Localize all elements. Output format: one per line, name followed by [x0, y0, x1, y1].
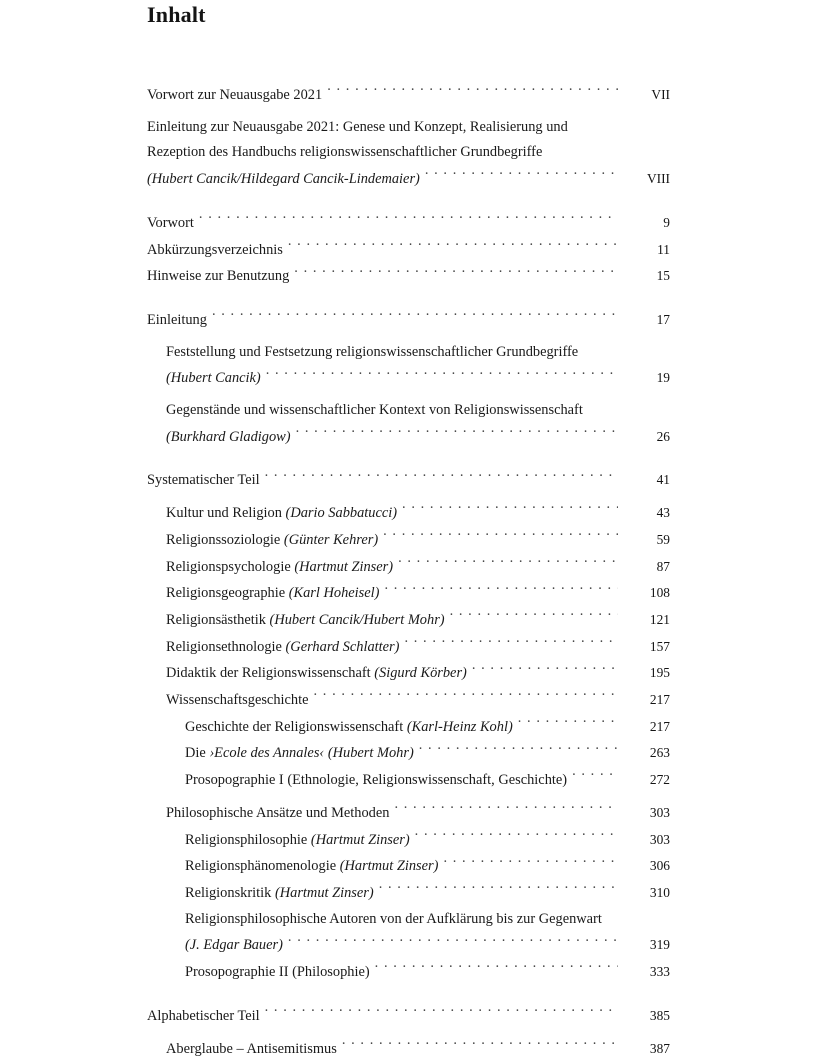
toc-entry-author: (Hartmut Zinser) [311, 832, 410, 848]
toc-entry-label: Religionssoziologie (Günter Kehrer) [166, 528, 383, 554]
toc-entry-label: Systematischer Teil [147, 468, 265, 494]
toc-entry-line [166, 800, 670, 827]
toc-entry-gegenstaende-und-kontext[interactable] [166, 398, 670, 450]
toc-entry-page-number: 15 [618, 263, 670, 289]
toc-entry-page-number: 19 [618, 365, 670, 391]
toc-entry-line [147, 237, 670, 264]
toc-entry-page-number: 263 [618, 740, 670, 766]
toc-entry-einleitung-neuausgabe-2021[interactable] [147, 115, 670, 193]
toc-entry-label [166, 366, 266, 392]
toc-entry-line [185, 767, 670, 794]
toc-entry-label: Geschichte der Religionswissenschaft (Karl-Heinz Kohl) [185, 715, 518, 741]
toc-entry-line [185, 880, 670, 907]
toc-entry-page-number: 272 [618, 767, 670, 793]
dot-leader [518, 717, 618, 731]
toc-entry-religionskritik[interactable] [185, 880, 670, 907]
toc-entry-label: Hinweise zur Benutzung [147, 264, 294, 290]
dot-leader [443, 856, 618, 870]
toc-entry-religionsethnologie[interactable] [166, 634, 670, 661]
toc-entry-label: Vorwort zur Neuausgabe 2021 [147, 83, 327, 109]
toc-entry-line [185, 959, 670, 986]
toc-entry-label [185, 933, 288, 959]
toc-entry-label: Alphabetischer Teil [147, 1004, 265, 1030]
toc-entry-line [147, 82, 670, 109]
toc-entry-religionsphilosophie[interactable] [185, 827, 670, 854]
toc-entry-line [185, 827, 670, 854]
dot-leader [296, 427, 618, 441]
toc-entry-systematischer-teil[interactable] [147, 467, 670, 494]
toc-entry-author: (Hubert Cancik/Hildegard Cancik-Lindemaier) [147, 171, 420, 187]
toc-entry-line [185, 932, 670, 959]
toc-entry-religionsphaenomenologie[interactable] [185, 853, 670, 880]
toc-entry-page-number: 387 [618, 1036, 670, 1062]
toc-entry-abkuerzungsverzeichnis[interactable] [147, 237, 670, 264]
toc-entry-author: (Hartmut Zinser) [340, 858, 439, 874]
dot-leader [265, 470, 618, 484]
dot-leader [602, 909, 618, 923]
toc-entry-ecole-des-annales[interactable] [185, 740, 670, 767]
dot-leader [472, 663, 618, 677]
dot-leader [415, 830, 618, 844]
toc-entry-line [166, 1036, 670, 1062]
toc-spacer [147, 986, 670, 1003]
toc-entry-page-number: 195 [618, 660, 670, 686]
toc-entry-label: Religionsphilosophische Autoren von der Aufklärung bis zur Gegenwart [185, 907, 602, 933]
toc-entry-vorwort-neuausgabe-2021[interactable] [147, 82, 670, 109]
toc-entry-author: (Hubert Cancik/Hubert Mohr) [270, 612, 445, 628]
dot-leader [583, 400, 618, 414]
toc-entry-label [147, 167, 425, 193]
toc-entry-author: (Gerhard Schlatter) [286, 639, 400, 655]
toc-entry-didaktik-der-religionswissenschaft[interactable] [166, 660, 670, 687]
toc-entry-label: Religionsphänomenologie (Hartmut Zinser) [185, 854, 443, 880]
toc-entry-line [185, 714, 670, 741]
title-spacer [147, 30, 670, 56]
toc-entry-line [166, 527, 670, 554]
toc-entry-line [185, 853, 670, 880]
dot-leader [568, 117, 618, 131]
toc-entry-label: Religionspsychologie (Hartmut Zinser) [166, 555, 398, 581]
toc-entry-label: Prosopographie II (Philosophie) [185, 960, 375, 986]
toc-entry-prosopographie-i[interactable] [185, 767, 670, 794]
toc-entry-page-number: 303 [618, 827, 670, 853]
dot-leader [398, 557, 618, 571]
toc-entry-page-number: 11 [618, 237, 670, 263]
toc-entry-line [166, 634, 670, 661]
toc-entry-label: Religionskritik (Hartmut Zinser) [185, 881, 379, 907]
toc-entry-aberglaube-antisemitismus[interactable] [166, 1036, 670, 1062]
dot-leader [450, 610, 618, 624]
toc-entry-label: Abkürzungsverzeichnis [147, 238, 288, 264]
dot-leader [572, 770, 618, 784]
toc-entry-line [166, 500, 670, 527]
toc-entry-religionsphilosophische-autoren[interactable] [185, 907, 670, 959]
toc-entry-line [185, 740, 670, 767]
toc-entry-label: Aberglaube – Antisemitismus [166, 1037, 342, 1062]
toc-entry-label: Religionsethnologie (Gerhard Schlatter) [166, 635, 404, 661]
toc-entry-page-number: 217 [618, 687, 670, 713]
toc-entry-line [166, 660, 670, 687]
toc-entry-religionsgeographie[interactable] [166, 580, 670, 607]
toc-entry-wrapped-line [147, 140, 670, 166]
toc-entry-einleitung[interactable] [147, 307, 670, 334]
dot-leader [288, 240, 618, 254]
toc-entry-hinweise-zur-benutzung[interactable] [147, 263, 670, 290]
toc-entry-religionssoziologie[interactable] [166, 527, 670, 554]
toc-entry-line [147, 263, 670, 290]
toc-entry-line [147, 467, 670, 494]
toc-entry-kultur-und-religion[interactable] [166, 500, 670, 527]
dot-leader [265, 1006, 618, 1020]
toc-entry-page-number: 17 [618, 307, 670, 333]
toc-entry-line [166, 424, 670, 451]
toc-entry-page-number: 157 [618, 634, 670, 660]
toc-entry-label: Feststellung und Festsetzung religionswissenschaftlicher Grundbegriffe [166, 340, 578, 366]
toc-entry-philosophische-ansaetze-und-methoden[interactable] [166, 800, 670, 827]
toc-entry-wrapped-line [185, 907, 670, 933]
toc-entry-label: Religionsphilosophie (Hartmut Zinser) [185, 828, 415, 854]
toc-entry-line [166, 365, 670, 392]
toc-entry-page-number: 121 [618, 607, 670, 633]
dot-leader [266, 368, 618, 382]
toc-entry-page-number: 385 [618, 1003, 670, 1029]
toc-entry-page-number: 26 [618, 424, 670, 450]
toc-entry-list [147, 56, 670, 1062]
toc-entry-line [166, 554, 670, 581]
dot-leader [212, 310, 618, 324]
dot-leader [313, 690, 618, 704]
toc-entry-page-number: VII [618, 82, 670, 108]
page-title: Inhalt [147, 0, 670, 30]
toc-entry-label: Philosophische Ansätze und Methoden [166, 801, 394, 827]
toc-entry-author: (Karl-Heinz Kohl) [407, 719, 513, 735]
toc-entry-label: Religionsästhetik (Hubert Cancik/Hubert Mohr) [166, 608, 450, 634]
toc-entry-vorwort[interactable] [147, 210, 670, 237]
toc-entry-page-number: 9 [618, 210, 670, 236]
toc-entry-page-number: 319 [618, 932, 670, 958]
toc-entry-author: (Dario Sabbatucci) [286, 505, 398, 521]
toc-entry-wrapped-line [166, 340, 670, 366]
toc-entry-line [166, 580, 670, 607]
toc-entry-geschichte-der-religionswissenschaft[interactable] [185, 714, 670, 741]
toc-entry-page-number: 59 [618, 527, 670, 553]
toc-entry-label: Kultur und Religion (Dario Sabbatucci) [166, 501, 402, 527]
toc-entry-author: (Hartmut Zinser) [275, 885, 374, 901]
toc-entry-label: Die ›Ecole des Annales‹ (Hubert Mohr) [185, 741, 419, 767]
dot-leader [327, 85, 618, 99]
toc-entry-label: Didaktik der Religionswissenschaft (Sigurd Körber) [166, 661, 472, 687]
toc-entry-page-number: VIII [618, 166, 670, 192]
toc-entry-title-italic: ›Ecole des Annales‹ [209, 745, 327, 761]
toc-entry-page-number: 87 [618, 554, 670, 580]
toc-entry-label: Einleitung [147, 308, 212, 334]
toc-entry-author: (Sigurd Körber) [374, 665, 467, 681]
toc-entry-page-number: 108 [618, 580, 670, 606]
toc-entry-author: (Hubert Mohr) [328, 745, 414, 761]
toc-entry-label: Gegenstände und wissenschaftlicher Kontext von Religionswissenschaft [166, 398, 583, 424]
toc-entry-wissenschaftsgeschichte[interactable] [166, 687, 670, 714]
toc-entry-line [166, 607, 670, 634]
dot-leader [419, 743, 618, 757]
toc-spacer [147, 56, 670, 82]
toc-entry-line [147, 1003, 670, 1030]
toc-spacer [147, 193, 670, 210]
toc-entry-page-number: 306 [618, 853, 670, 879]
toc-entry-label: Vorwort [147, 211, 199, 237]
toc-entry-author: (J. Edgar Bauer) [185, 937, 283, 953]
toc-entry-feststellung-und-festsetzung[interactable] [166, 340, 670, 392]
toc-entry-line [147, 307, 670, 334]
dot-leader [542, 142, 618, 156]
toc-entry-wrapped-line [147, 115, 670, 141]
toc-entry-author: (Günter Kehrer) [284, 532, 378, 548]
toc-entry-label: Prosopographie I (Ethnologie, Religionswissenschaft, Geschichte) [185, 768, 572, 794]
dot-leader [379, 883, 618, 897]
toc-spacer [147, 450, 670, 467]
toc-entry-author: (Burkhard Gladigow) [166, 429, 291, 445]
toc-entry-label: Einleitung zur Neuausgabe 2021: Genese und Konzept, Realisierung und [147, 115, 568, 141]
toc-entry-author: (Hartmut Zinser) [294, 559, 393, 575]
toc-entry-label [166, 425, 296, 451]
toc-entry-label: Wissenschaftsgeschichte [166, 688, 313, 714]
toc-entry-page-number: 303 [618, 800, 670, 826]
toc-entry-page-number: 333 [618, 959, 670, 985]
dot-leader [578, 342, 618, 356]
toc-entry-line [166, 687, 670, 714]
dot-leader [402, 503, 618, 517]
toc-entry-line [147, 166, 670, 193]
toc-spacer [147, 290, 670, 307]
dot-leader [288, 935, 618, 949]
toc-entry-author: (Karl Hoheisel) [289, 585, 380, 601]
toc-entry-label: Religionsgeographie (Karl Hoheisel) [166, 581, 384, 607]
dot-leader [383, 530, 618, 544]
toc-entry-religionspsychologie[interactable] [166, 554, 670, 581]
dot-leader [425, 169, 618, 183]
toc-entry-page-number: 43 [618, 500, 670, 526]
toc-entry-page-number: 310 [618, 880, 670, 906]
dot-leader [384, 583, 618, 597]
toc-entry-wrapped-line [166, 398, 670, 424]
dot-leader [375, 962, 618, 976]
dot-leader [199, 213, 618, 227]
dot-leader [294, 266, 618, 280]
toc-entry-prosopographie-ii[interactable] [185, 959, 670, 986]
dot-leader [404, 637, 618, 651]
toc-entry-alphabetischer-teil[interactable] [147, 1003, 670, 1030]
toc-entry-religionsaesthetik[interactable] [166, 607, 670, 634]
toc-entry-page-number: 217 [618, 714, 670, 740]
toc-entry-label: Rezeption des Handbuchs religionswissenschaftlicher Grundbegriffe [147, 140, 542, 166]
toc-entry-page-number: 41 [618, 467, 670, 493]
toc-entry-author: (Hubert Cancik) [166, 370, 261, 386]
dot-leader [394, 803, 618, 817]
dot-leader [342, 1039, 618, 1053]
toc-entry-line [147, 210, 670, 237]
